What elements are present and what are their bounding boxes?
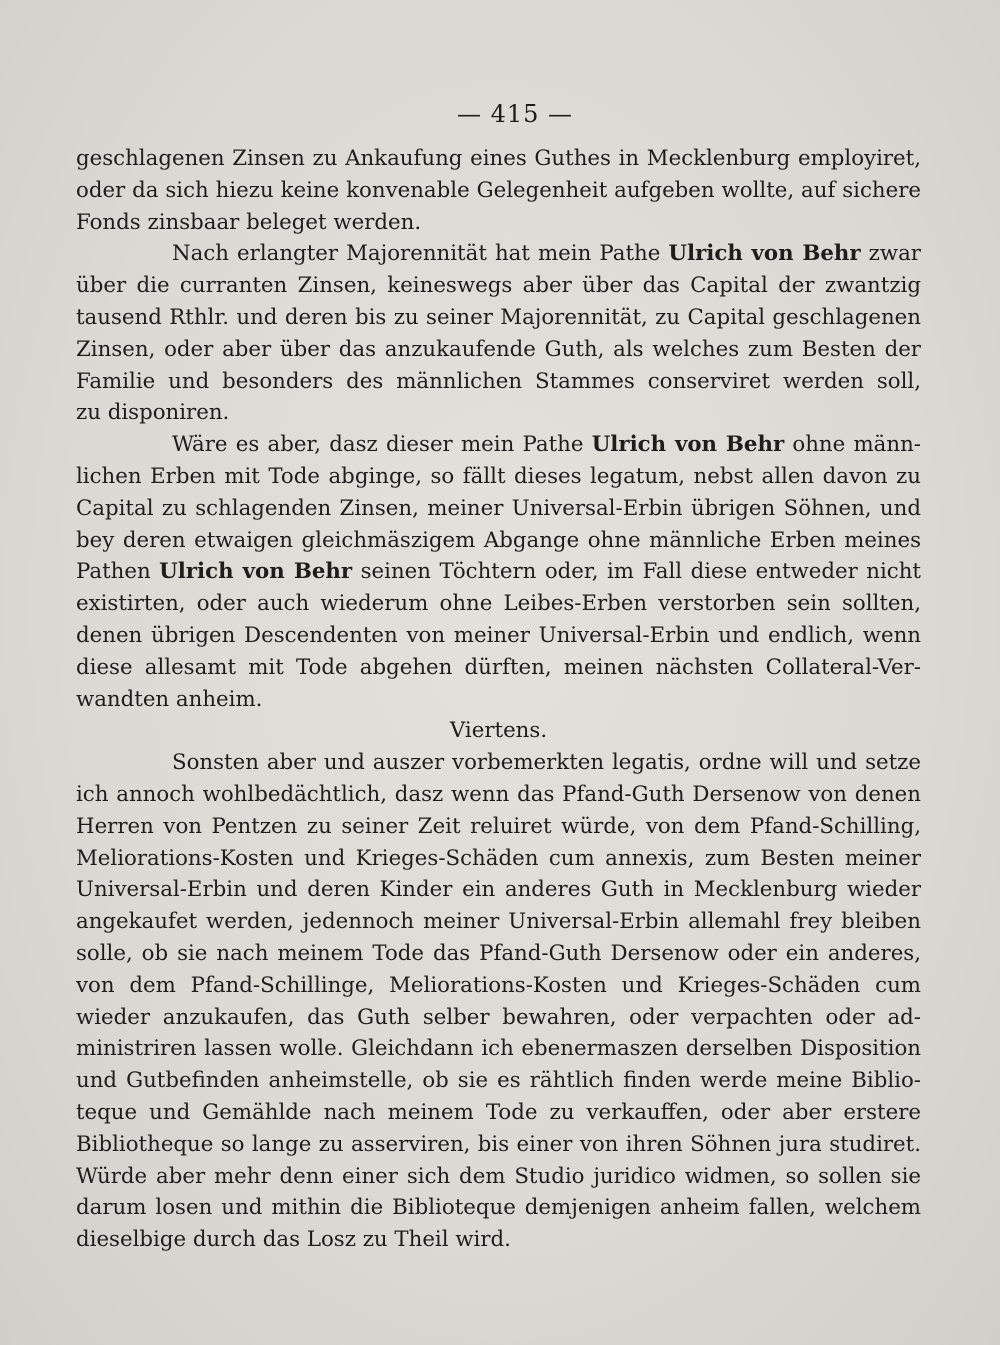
page-number: — 415 —	[456, 100, 574, 128]
text-line: wieder anzukaufen, das Guth selber bewahren, oder verpachten oder ad-	[76, 1004, 921, 1030]
text-line: oder da sich hiezu keine konvenable Gelegenheit aufgeben wollte, auf sichere	[76, 177, 921, 203]
text-line: ministriren lassen wolle. Gleichdann ich ebenermaszen derselben Disposition	[76, 1036, 921, 1062]
emphasized-name: Ulrich von Behr	[668, 241, 861, 267]
text-line: Sonsten aber und auszer vorbemerkten legatis, ordne will und setze	[172, 750, 921, 776]
text-line: bey deren etwaigen gleichmäszigem Abgange ohne männliche Erben meines	[76, 527, 921, 553]
text-line: angekaufet werden, jedennoch meiner Universal-Erbin allemahl frey bleiben	[76, 909, 921, 935]
text-line: teque und Gemählde nach meinem Tode zu verkauffen, oder aber erstere	[76, 1099, 921, 1125]
text-line: dieselbige durch das Losz zu Theil wird.	[76, 1227, 511, 1253]
text-line: existirten, oder auch wiederum ohne Leibes-Erben verstorben sein sollten,	[76, 591, 921, 617]
text-line: solle, ob sie nach meinem Tode das Pfand-Guth Dersenow oder ein anderes,	[76, 940, 921, 966]
text-line: Capital zu schlagenden Zinsen, meiner Universal-Erbin übrigen Söhnen, und	[76, 495, 921, 521]
text-line: Zinsen, oder aber über das anzukaufende Guth, als welches zum Besten der	[76, 336, 921, 362]
text-line: Bibliotheque so lange zu asserviren, bis einer von ihren Söhnen jura studiret.	[76, 1131, 921, 1157]
text-line: zu disponiren.	[76, 400, 230, 426]
section-heading: Viertens.	[449, 718, 548, 744]
text-line: Meliorations-Kosten und Krieges-Schäden cum annexis, zum Besten meiner	[76, 845, 921, 871]
text-line: lichen Erben mit Tode abginge, so fällt dieses legatum, nebst allen davon zu	[76, 463, 921, 489]
text-line: Pathen Ulrich von Behr seinen Töchtern oder, im Fall diese entweder nicht	[76, 559, 921, 585]
text-line: Familie und besonders des männlichen Stammes conserviret werden soll,	[76, 368, 921, 394]
emphasized-name: Ulrich von Behr	[591, 432, 785, 458]
text-line: Universal-Erbin und deren Kinder ein anderes Guth in Mecklenburg wieder	[76, 877, 921, 903]
body-text	[76, 143, 921, 1256]
text-line: denen übrigen Descendenten von meiner Universal-Erbin und endlich, wenn	[76, 622, 921, 648]
text-line: Wäre es aber, dasz dieser mein Pathe Ulrich von Behr ohne männ-	[172, 432, 921, 458]
emphasized-name: Ulrich von Behr	[159, 559, 353, 585]
text-line: und Gutbefinden anheimstelle, ob sie es rähtlich finden werde meine Biblio-	[76, 1068, 921, 1094]
text-line: Würde aber mehr denn einer sich dem Studio juridico widmen, so sollen sie	[76, 1163, 921, 1189]
text-line: über die curranten Zinsen, keineswegs aber über das Capital der zwantzig	[76, 273, 921, 299]
text-line: geschlagenen Zinsen zu Ankaufung eines Guthes in Mecklenburg employiret,	[76, 146, 921, 171]
text-line: darum losen und mithin die Biblioteque demjenigen anheim fallen, welchem	[76, 1195, 921, 1221]
text-line: von dem Pfand-Schillinge, Meliorations-Kosten und Krieges-Schäden cum	[76, 972, 921, 998]
text-line: ich annoch wohlbedächtlich, dasz wenn das Pfand-Guth Dersenow von denen	[76, 781, 921, 807]
text-line: Fonds zinsbaar beleget werden.	[76, 209, 422, 235]
text-line: tausend Rthlr. und deren bis zu seiner Majorennität, zu Capital geschlagenen	[76, 304, 921, 330]
text-line: Herren von Pentzen zu seiner Zeit reluiret würde, von dem Pfand-Schilling,	[76, 813, 921, 839]
text-line: Nach erlangter Majorennität hat mein Pathe Ulrich von Behr zwar	[172, 241, 921, 267]
text-line: diese allesamt mit Tode abgehen dürften, meinen nächsten Collateral-Ver-	[76, 654, 921, 680]
text-line: wandten anheim.	[76, 686, 263, 712]
